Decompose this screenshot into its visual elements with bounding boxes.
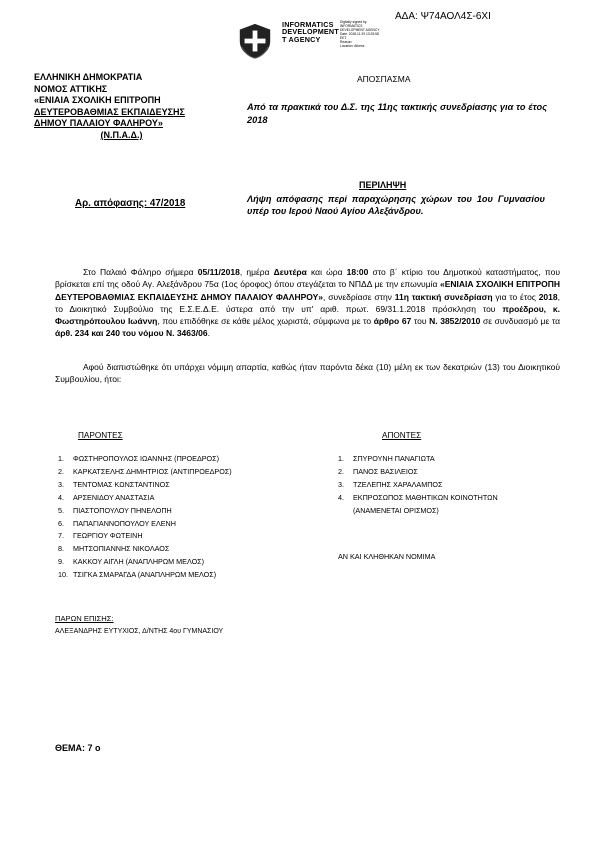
list-item-name: ΚΑΡΚΑΤΣΕΛΗΣ ΔΗΜΗΤΡΙΟΣ (ΑΝΤΙΠΡΟΕΔΡΟΣ) bbox=[73, 466, 232, 476]
present-heading: ΠΑΡΟΝΤΕΣ bbox=[78, 431, 123, 440]
also-present-person: ΑΛΕΞΑΝΔΡΗΣ ΕΥΤΥΧΙΟΣ, Δ/ΝΤΗΣ 4ου ΓΥΜΝΑΣΙΟΥ bbox=[55, 628, 224, 635]
ada-code: ΑΔΑ: Ψ74ΑΟΛ4Σ-6ΧΙ bbox=[395, 11, 491, 22]
list-item-name: ΚΑΚΚΟΥ ΑΙΓΛΗ (ΑΝΑΠΛΗΡΩΜ ΜΕΛΟΣ) bbox=[73, 557, 205, 567]
list-item bbox=[58, 556, 298, 569]
list-item bbox=[58, 466, 298, 479]
list-item-name: ΦΩΣΤΗΡΟΠΟΥΛΟΣ ΙΩΑΝΝΗΣ (ΠΡΟΕΔΡΟΣ) bbox=[73, 454, 219, 463]
list-item bbox=[338, 492, 578, 505]
list-item-number: 3. bbox=[338, 479, 344, 489]
list-item-number: 1. bbox=[58, 454, 64, 463]
list-item-name: ΣΠΥΡΟΥΝΗ ΠΑΝΑΓΙΩΤΑ bbox=[353, 454, 435, 463]
summary-heading: ΠΕΡΙΛΗΨΗ bbox=[359, 180, 407, 190]
hellenic-emblem-icon bbox=[236, 22, 274, 60]
list-item-number: 8. bbox=[58, 544, 64, 554]
minutes-title: Από τα πρακτικά του Δ.Σ. της 11ης τακτικής συνεδρίασης για το έτος 2018 bbox=[247, 102, 547, 125]
list-item-number: 6. bbox=[58, 518, 64, 528]
list-item-number: 5. bbox=[58, 505, 64, 515]
header-line: «ΕΝΙΑΙΑ ΣΧΟΛΙΚΗ ΕΠΙΤΡΟΠΗ bbox=[34, 95, 161, 106]
list-item-name: ΠΙΑΣΤΟΠΟΥΛΟΥ ΠΗΝΕΛΟΠΗ bbox=[73, 505, 172, 515]
list-item-number: 2. bbox=[338, 466, 344, 476]
digital-signature-details: Digitally signed by INFORMATICS DEVELOPMENT AGENCY Date: 2018.11.29 13:25:58 EET Reason: Location: Athens bbox=[340, 20, 380, 48]
list-item-number: 7. bbox=[58, 531, 64, 541]
absent-heading: ΑΠΟΝΤΕΣ bbox=[382, 431, 422, 440]
list-item-name: ΑΡΣΕΝΙΔΟΥ ΑΝΑΣΤΑΣΙΑ bbox=[73, 492, 155, 502]
list-item-number: 1. bbox=[338, 454, 344, 463]
absent-list bbox=[338, 453, 578, 518]
issuer-header bbox=[34, 72, 234, 142]
list-item bbox=[58, 492, 298, 505]
list-item-number: 10. bbox=[58, 570, 68, 580]
session-paragraph: Στο Παλαιό Φάληρο σήμερα 05/11/2018, ημέρα Δευτέρα και ώρα 18:00 στο β΄ κτίριο του Δημοτικού καταστήματος, που βρίσκεται επί της οδού Αγ. Αλεξάνδρου 75α (1ος όροφος) όπου στεγάζεται το ΝΠΔΔ με την επωνυμία «ΕΝΙΑΙΑ ΣΧΟΛΙΚΗ ΕΠΙΤΡΟΠΗ ΔΕΥΤΕΡΟΒΑΘΜΙΑΣ ΕΚΠΑΙΔΕΥΣΗΣ ΔΗΜΟΥ ΠΑΛΑΙΟΥ ΦΑΛΗΡΟΥ», συνεδρίασε στην 11η τακτική συνεδρίαση για το έτος 2018, το Διοικητικό Συμβούλιο της Ε.Σ.Ε.Δ.Ε. ύστερα από την υπ' αριθ. πρωτ. 69/31.1.2018 πρόσκληση του προέδρου, κ. Φωστηρόπουλου Ιωάννη, που επιδόθηκε σε κάθε μέλος χωριστά, σύμφωνα με το άρθρο 67 του Ν. 3852/2010 σε συνδυασμό με τα άρθ. 234 και 240 του νόμου Ν. 3463/06. bbox=[55, 267, 561, 339]
absent-note: ΑΝ ΚΑΙ ΚΛΗΘΗΚΑΝ ΝΟΜΙΜΑ bbox=[338, 552, 436, 561]
list-item-number: 4. bbox=[338, 492, 344, 502]
list-item bbox=[338, 479, 578, 492]
agenda-item: ΘΕΜΑ: 7 ο bbox=[55, 743, 101, 753]
list-item-extra: (ΑΝΑΜΕΝΕΤΑΙ ΟΡΙΣΜΟΣ) bbox=[353, 505, 439, 515]
list-item bbox=[338, 453, 578, 466]
list-item bbox=[58, 518, 298, 531]
excerpt-label: ΑΠΟΣΠΑΣΜΑ bbox=[357, 74, 411, 84]
list-item-number: 3. bbox=[58, 479, 64, 489]
list-item-name: ΠΑΠΑΓΙΑΝΝΟΠΟΥΛΟΥ ΕΛΕΝΗ bbox=[73, 518, 176, 528]
header-line: ΔΕΥΤΕΡΟΒΑΘΜΙΑΣ ΕΚΠΑΙΔΕΥΣΗΣ bbox=[34, 106, 185, 117]
header-line: ΝΟΜΟΣ ΑΤΤΙΚΗΣ bbox=[34, 83, 108, 94]
quorum-paragraph: Αφού διαπιστώθηκε ότι υπάρχει νόμιμη απαρτία, καθώς ήταν παρόντα δέκα (10) μέλη εκ των δεκατριών (13) του Διοικητικού Συμβουλίου, ήτοι: bbox=[55, 362, 560, 385]
list-item-number: 4. bbox=[58, 492, 64, 502]
list-item-name: ΕΚΠΡΟΣΩΠΟΣ ΜΑΘΗΤΙΚΩΝ ΚΟΙΝΟΤΗΤΩΝ bbox=[353, 492, 498, 502]
present-list bbox=[58, 453, 298, 582]
also-present-heading: ΠΑΡΩΝ ΕΠΙΣΗΣ: bbox=[55, 614, 114, 623]
list-item-name: ΠΑΝΟΣ ΒΑΣΙΛΕΙΟΣ bbox=[353, 466, 418, 476]
list-item-name: ΜΗΤΣΟΠΙΑΝΝΗΣ ΝΙΚΟΛΑΟΣ bbox=[73, 544, 170, 554]
list-item bbox=[58, 569, 298, 582]
header-line: (Ν.Π.Α.Δ.) bbox=[100, 129, 143, 140]
signature-logo-text: INFORMATICS DEVELOPMENT T AGENCY bbox=[282, 20, 339, 44]
list-item-number: 9. bbox=[58, 557, 64, 567]
list-item bbox=[58, 479, 298, 492]
list-item-number: 2. bbox=[58, 466, 64, 476]
list-item-name: ΤΣΙΓΚΑ ΣΜΑΡΑΓΔΑ (ΑΝΑΠΛΗΡΩΜ ΜΕΛΟΣ) bbox=[73, 570, 217, 580]
list-item-name: ΤΖΕΛΕΠΗΣ ΧΑΡΑΛΑΜΠΟΣ bbox=[353, 479, 443, 489]
list-item bbox=[58, 530, 298, 543]
list-item bbox=[58, 543, 298, 556]
decision-number: Αρ. απόφασης: 47/2018 bbox=[75, 198, 186, 209]
list-item bbox=[58, 505, 298, 518]
list-item bbox=[58, 453, 298, 466]
list-item-name: ΤΕΝΤΟΜΑΣ ΚΩΝΣΤΑΝΤΙΝΟΣ bbox=[73, 479, 170, 489]
list-item bbox=[338, 466, 578, 479]
header-line: ΕΛΛΗΝΙΚΗ ΔΗΜΟΚΡΑΤΙΑ bbox=[34, 72, 143, 82]
list-item-name: ΓΕΩΡΓΙΟΥ ΦΩΤΕΙΝΗ bbox=[73, 531, 143, 541]
summary-text: Λήψη απόφασης περί παραχώρησης χώρων του 1ου Γυμνασίου υπέρ του Ιερού Ναού Αγίου Αλεξάνδρου. bbox=[247, 194, 545, 217]
header-line: ΔΗΜΟΥ ΠΑΛΑΙΟΥ ΦΑΛΗΡΟΥ» bbox=[34, 118, 163, 129]
